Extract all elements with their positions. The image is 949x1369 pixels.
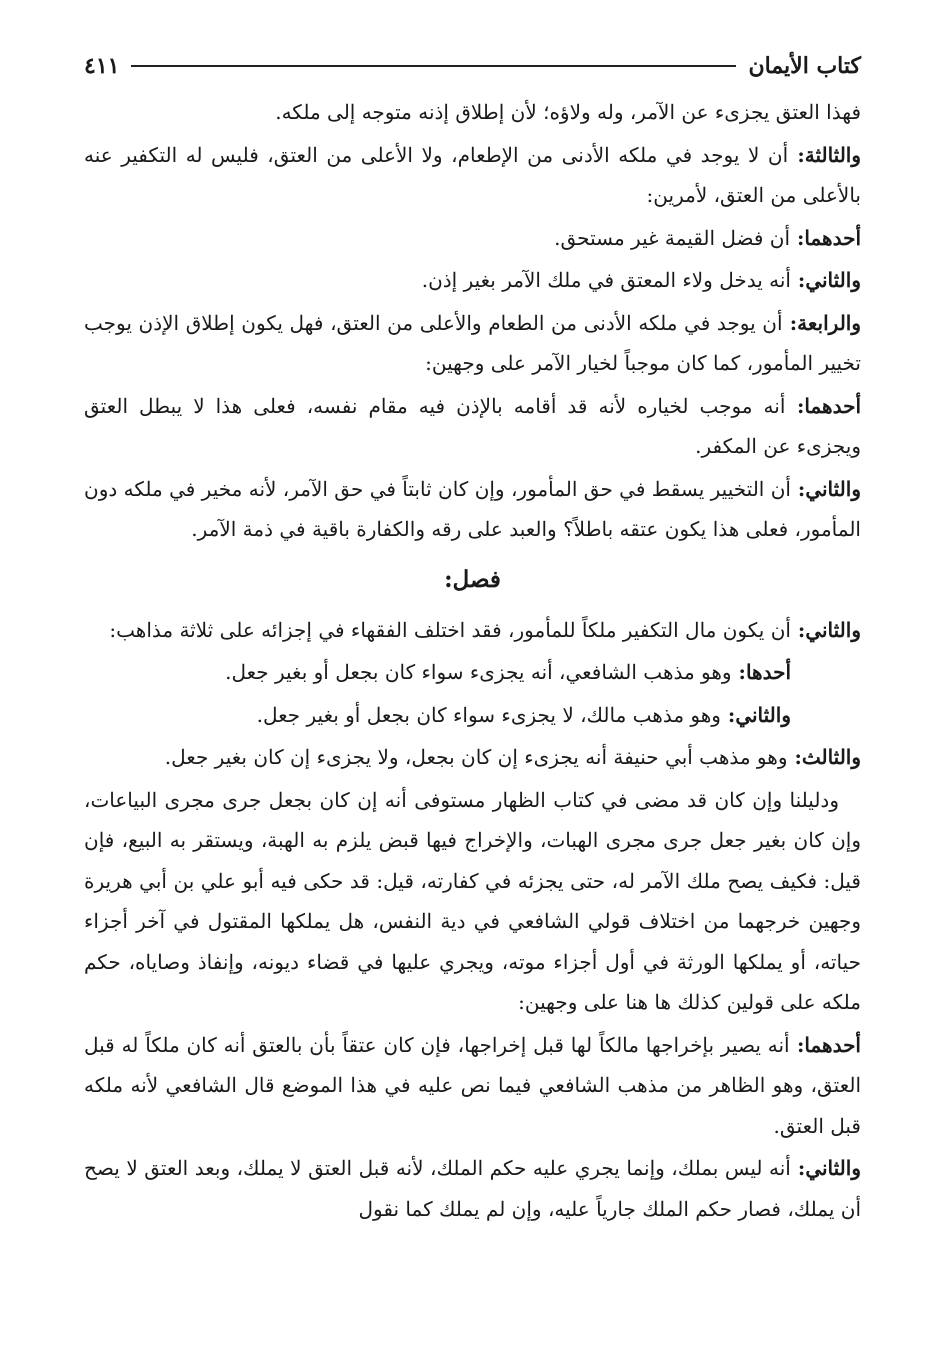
running-header xyxy=(84,44,861,88)
paragraph xyxy=(84,92,861,133)
paragraph xyxy=(84,386,861,467)
paragraph xyxy=(84,135,861,216)
paragraph-lead: أحدهما: xyxy=(789,1032,861,1057)
paragraph-lead: والثالث: xyxy=(787,745,861,769)
book-title: كتاب الأيمان xyxy=(748,53,861,79)
paragraph-lead: والثاني: xyxy=(790,268,861,292)
paragraph-text: أنه موجب لخياره لأنه قد أقامه بالإذن فيه مقام نفسه، فعلى هذا لا يبطل العتق ويجزىء عن المكفر. xyxy=(84,393,861,458)
paragraph xyxy=(84,737,861,778)
paragraph-text: فهذا العتق يجزىء عن الآمر، وله ولاؤه؛ لأن إطلاق إذنه متوجه إلى ملكه. xyxy=(275,100,861,124)
paragraph xyxy=(84,1148,861,1229)
paragraph-lead: أحدهما: xyxy=(785,393,861,418)
paragraph-text: أن يكون مال التكفير ملكاً للمأمور، فقد اختلف الفقهاء في إجزائه على ثلاثة مذاهب: xyxy=(109,617,791,642)
paragraph xyxy=(84,218,861,259)
paragraph xyxy=(84,469,861,550)
paragraph-lead: والثاني: xyxy=(790,617,861,642)
paragraph-lead: والرابعة: xyxy=(782,310,862,335)
paragraph-text: أن لا يوجد في ملكه الأدنى من الإطعام، ولا الأعلى من العتق، فليس له التكفير عنه بالأعلى من العتق، لأمرين: xyxy=(84,142,861,207)
paragraph-lead: والثاني: xyxy=(720,702,791,727)
paragraph-text: وهو مذهب مالك، لا يجزىء سواء كان بجعل أو بغير جعل. xyxy=(256,702,721,727)
paragraph-lead: أحدها: xyxy=(731,660,791,684)
paragraph-text: أن فضل القيمة غير مستحق. xyxy=(554,225,791,250)
paragraph xyxy=(84,303,861,384)
paragraph xyxy=(84,1025,861,1147)
paragraph-text: أن يوجد في ملكه الأدنى من الطعام والأعلى من العتق، فهل يكون إطلاق الإذن يوجب تخيير المأمور، كما كان موجباً لخيار الآمر على وجهين: xyxy=(84,310,861,375)
paragraph-text: ودليلنا وإن كان قد مضى في كتاب الظهار مستوفى أنه إن كان بجعل جرى مجرى البياعات، وإن كان بغير جعل جرى مجرى الهبات، والإخراج فيها قبض يلزم به الهبة، ويستقر به البيع، فإن قيل: فكيف يصح ملك الآمر له، حتى يجزئه في كفارته، قيل: قد حكى فيه أبو علي بن أبي هريرة وجهين خرجهما من اختلاف قولي الشافعي في دية النفس، هل يملكها المقتول في آخر أجزاء حياته، أو يملكها الورثة في أول أجزاء موته، ويجري عليها في قضاء ديونه، وإنفاذ وصاياه، حكم ملكه على قولين كذلك ها هنا على وجهين: xyxy=(84,787,861,1014)
paragraph-lead: والثاني: xyxy=(790,476,861,501)
page-number: ٤١١ xyxy=(84,53,120,79)
paragraph-text: وهو مذهب الشافعي، أنه يجزىء سواء كان بجعل أو بغير جعل. xyxy=(225,660,732,684)
paragraph-lead: والثالثة: xyxy=(788,142,862,167)
paragraph xyxy=(84,610,861,651)
paragraph-text: أنه يدخل ولاء المعتق في ملك الآمر بغير إذن. xyxy=(421,268,791,292)
paragraph xyxy=(84,780,861,1023)
paragraph-text: أنه يصير بإخراجها مالكاً لها قبل إخراجها، فإن كان عتقاً بأن بالعتق أنه كان ملكاً له قبل العتق، وهو الظاهر من مذهب الشافعي فيما نص عليه في هذا الموضع قال الشافعي لأنه ملكه قبل العتق. xyxy=(84,1032,861,1138)
body-text xyxy=(84,92,861,1229)
header-rule xyxy=(131,65,736,67)
paragraph-text: أنه ليس بملك، وإنما يجري عليه حكم الملك، لأنه قبل العتق لا يملك، وبعد العتق لا يصح أن يملك، فصار حكم الملك جارياً عليه، وإن لم يملك كما نقول xyxy=(84,1156,861,1221)
paragraph-text: وهو مذهب أبي حنيفة أنه يجزىء إن كان بجعل، ولا يجزىء إن كان بغير جعل. xyxy=(164,745,788,769)
paragraph xyxy=(84,695,861,736)
section-heading: فصل: xyxy=(444,565,501,593)
paragraph xyxy=(84,652,861,693)
paragraph-lead: والثاني: xyxy=(790,1156,861,1180)
paragraph xyxy=(84,260,861,301)
paragraph-text: أن التخيير يسقط في حق المأمور، وإن كان ثابتاً في حق الآمر، لأنه مخير في ملكه دون المأمور، فعلى هذا يكون عتقه باطلاً؟ والعبد على رقه والكفارة باقية في ذمة الآمر. xyxy=(84,476,861,541)
paragraph-lead: أحدهما: xyxy=(790,225,861,250)
